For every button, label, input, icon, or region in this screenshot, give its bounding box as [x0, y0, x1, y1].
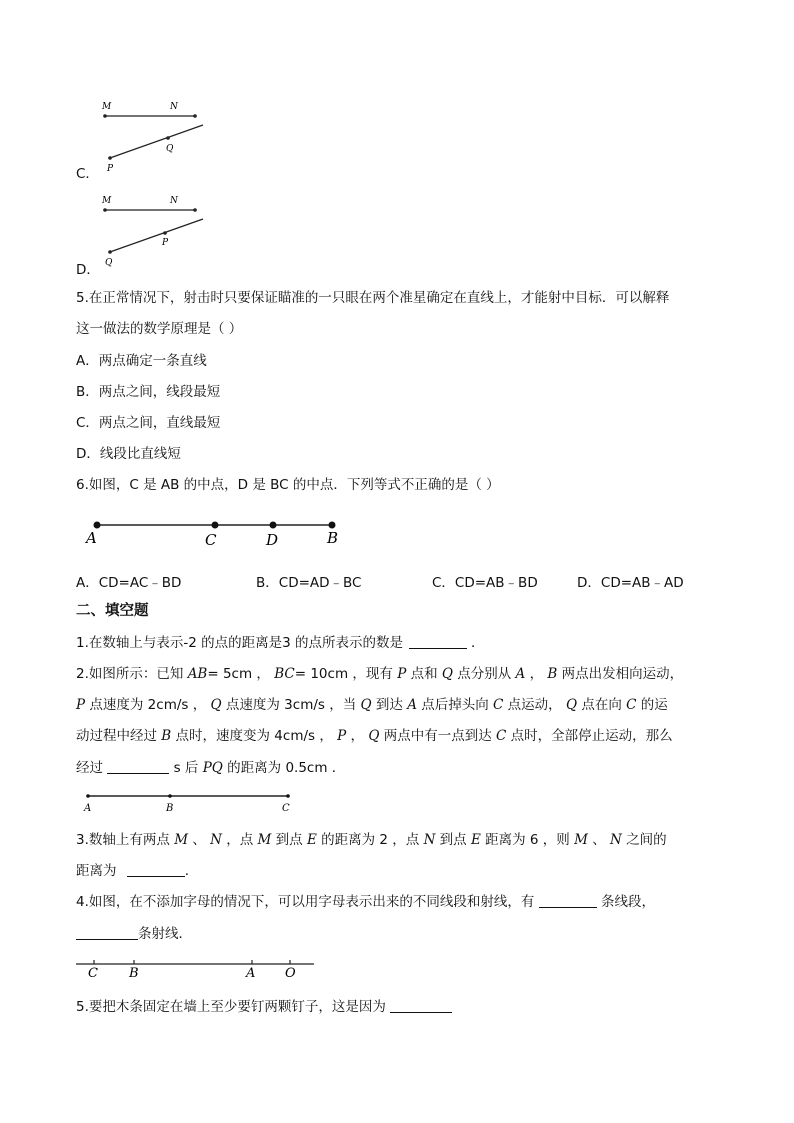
f3-var: E: [306, 832, 317, 848]
f3-text: 3.数轴上有两点: [76, 832, 170, 848]
q6-option-d: D．CD=AB﹣AD: [577, 575, 684, 591]
f2-text: 到达: [375, 697, 403, 713]
figd-label-m: M: [102, 196, 112, 206]
q5-line2: 这一做法的数学原理是（ ）: [76, 321, 243, 337]
q6-fig-label-c: C: [205, 531, 217, 549]
f2-var: P: [397, 666, 407, 682]
fill-question-5: [76, 997, 452, 1017]
f3-text: 距离为 6 ，则: [485, 832, 570, 848]
q6-option-b: B．CD=AD﹣BC: [256, 575, 362, 591]
fill4-figure: [74, 954, 319, 980]
fill4-fig-label-b: B: [129, 966, 139, 980]
fill4-fig-label-c: C: [88, 966, 98, 980]
q6-fig-label-b: B: [327, 529, 339, 547]
f2-text: ，: [529, 666, 544, 682]
fill-question-2-line3: [76, 726, 673, 746]
f2-var: A: [407, 697, 417, 713]
f3-text: 的距离为 2 ，点: [321, 832, 420, 848]
f3-text: 、: [592, 832, 606, 848]
f2-var: Q: [368, 728, 380, 744]
f2-text: 点速度为 2cm/s ，: [89, 697, 207, 713]
f2-text: = 10cm: [294, 666, 349, 682]
f3-var: M: [574, 832, 588, 848]
q5-option-b: B．两点之间，线段最短: [76, 384, 221, 400]
f2-text: 经过: [76, 760, 103, 776]
fill4-rays-blank[interactable]: [76, 925, 138, 940]
q5-line1: 5.在正常情况下，射击时只要保证瞄准的一只眼在两个准星确定在直线上，才能射中目标．可以解释: [76, 290, 670, 306]
f2-var: Q: [565, 697, 578, 713]
figd-label-q: Q: [105, 258, 113, 268]
f3-text: 之间的: [626, 832, 667, 848]
f2-var: Q: [210, 697, 222, 713]
fill-question-2-line4: [76, 758, 345, 778]
f3-text: ，点: [226, 832, 254, 848]
fill3-answer-blank[interactable]: [127, 862, 185, 877]
f4-text: 条线段，: [600, 894, 655, 910]
q6-option-c: C．CD=AB﹣BD: [432, 575, 538, 591]
f2-var: B: [547, 666, 558, 682]
f2-text: 点时，全部停止运动，那么: [510, 728, 673, 744]
f3-var: N: [210, 832, 222, 848]
f2-text: 两点出发相向运动，: [561, 666, 684, 682]
f3-text: 、: [192, 832, 206, 848]
q6-fig-label-d: D: [266, 531, 279, 549]
fill-question-2-line2: [76, 695, 668, 715]
f2-text: 点时，速度变为 4cm/s ，: [175, 728, 333, 744]
q5-option-c: C．两点之间，直线最短: [76, 415, 221, 431]
q5-option-a: A．两点确定一条直线: [76, 353, 207, 369]
f2-text: 两点中有一点到达: [383, 728, 492, 744]
f2-var: Q: [441, 666, 453, 682]
f3-var: M: [174, 832, 189, 848]
f2-var: C: [626, 697, 637, 713]
f2-var: PQ: [202, 760, 223, 776]
fill2-fig-label-b: B: [166, 803, 174, 814]
fill4-segments-blank[interactable]: [539, 893, 597, 908]
option-d-label: D．: [76, 262, 100, 278]
section-title-fill-in: 二、填空题: [76, 603, 149, 619]
f3-var: N: [610, 832, 622, 848]
f2-text: 的运: [640, 697, 668, 713]
f2-text: 的距离为 0.5cm ．: [227, 760, 346, 776]
f5-text: 5.要把木条固定在墙上至少要钉两颗钉子，这是因为: [76, 999, 386, 1015]
f4-text: 4.如图，在不添加字母的情况下，可以用字母表示出来的不同线段和射线，有: [76, 894, 535, 910]
f2-var: B: [161, 728, 172, 744]
figc-label-q: Q: [166, 144, 174, 154]
f2-text: 2.如图所示：已知: [76, 666, 184, 682]
f3-text: 到点: [439, 832, 467, 848]
f2-text: 点运动，: [507, 697, 562, 713]
q6-fig-label-a: A: [86, 529, 97, 547]
f2-text: = 5cm: [207, 666, 253, 682]
f2-text: ，现有: [352, 666, 393, 682]
f2-text: s 后: [173, 760, 199, 776]
figure-option-c: [90, 98, 220, 178]
fill1-end: ．: [471, 635, 485, 651]
f2-text: 点后掉头向: [421, 697, 489, 713]
f2-text: 点和: [410, 666, 438, 682]
fill-question-3-line2: [76, 861, 189, 881]
f2-var: C: [496, 728, 507, 744]
figd-label-n: N: [170, 196, 178, 206]
fill1-text: 1.在数轴上与表示-2 的点的距离是3 的点所表示的数是: [76, 635, 404, 651]
f2-var: A: [515, 666, 526, 682]
f2-var: C: [493, 697, 504, 713]
fill-question-1: [76, 633, 485, 653]
fill2-fig-label-a: A: [84, 803, 92, 814]
f2-text: ，: [350, 728, 365, 744]
f2-text: 点在向: [581, 697, 622, 713]
f4-text: 条射线．: [138, 926, 192, 942]
fill5-answer-blank[interactable]: [390, 998, 452, 1013]
figc-label-m: M: [102, 102, 112, 112]
fill4-fig-label-o: O: [285, 966, 296, 980]
f3-var: E: [470, 832, 481, 848]
f3-text: 到点: [275, 832, 303, 848]
f3-text: 距离为: [76, 863, 117, 879]
fill-question-4-line2: [76, 924, 192, 944]
f3-text: .: [184, 863, 190, 879]
f2-text: 动过程中经过: [76, 728, 157, 744]
q6-figure: [80, 512, 350, 552]
f2-var: P: [337, 728, 347, 744]
f2-var: Q: [360, 697, 372, 713]
q6-stem: 6.如图，C 是 AB 的中点，D 是 BC 的中点．下列等式不正确的是（ ）: [76, 477, 500, 493]
figd-label-p: P: [162, 238, 169, 248]
fill-question-4-line1: [76, 892, 655, 912]
f2-var: P: [76, 697, 86, 713]
fill-question-2-line1: [76, 664, 683, 684]
f2-text: 点分别从: [457, 666, 512, 682]
f2-var: AB: [187, 666, 208, 682]
figure-option-d: [90, 192, 220, 272]
q5-option-d: D．线段比直线短: [76, 446, 181, 462]
fill4-fig-label-a: A: [246, 966, 256, 980]
fill-question-3-line1: [76, 830, 667, 850]
f3-var: M: [257, 832, 272, 848]
fill2-fig-label-c: C: [282, 803, 290, 814]
f2-var: BC: [274, 666, 295, 682]
figc-label-n: N: [170, 102, 178, 112]
option-c-label: C．: [76, 166, 99, 182]
f2-text: 点速度为 3cm/s ，当: [225, 697, 357, 713]
f2-text: ，: [256, 666, 270, 682]
q6-option-a: A．CD=AC﹣BD: [76, 575, 182, 591]
f3-var: N: [423, 832, 436, 848]
fill2-answer-blank[interactable]: [107, 759, 169, 774]
fill2-figure: [82, 790, 297, 816]
figc-label-p: P: [107, 164, 114, 174]
fill1-answer-blank[interactable]: [409, 634, 467, 649]
